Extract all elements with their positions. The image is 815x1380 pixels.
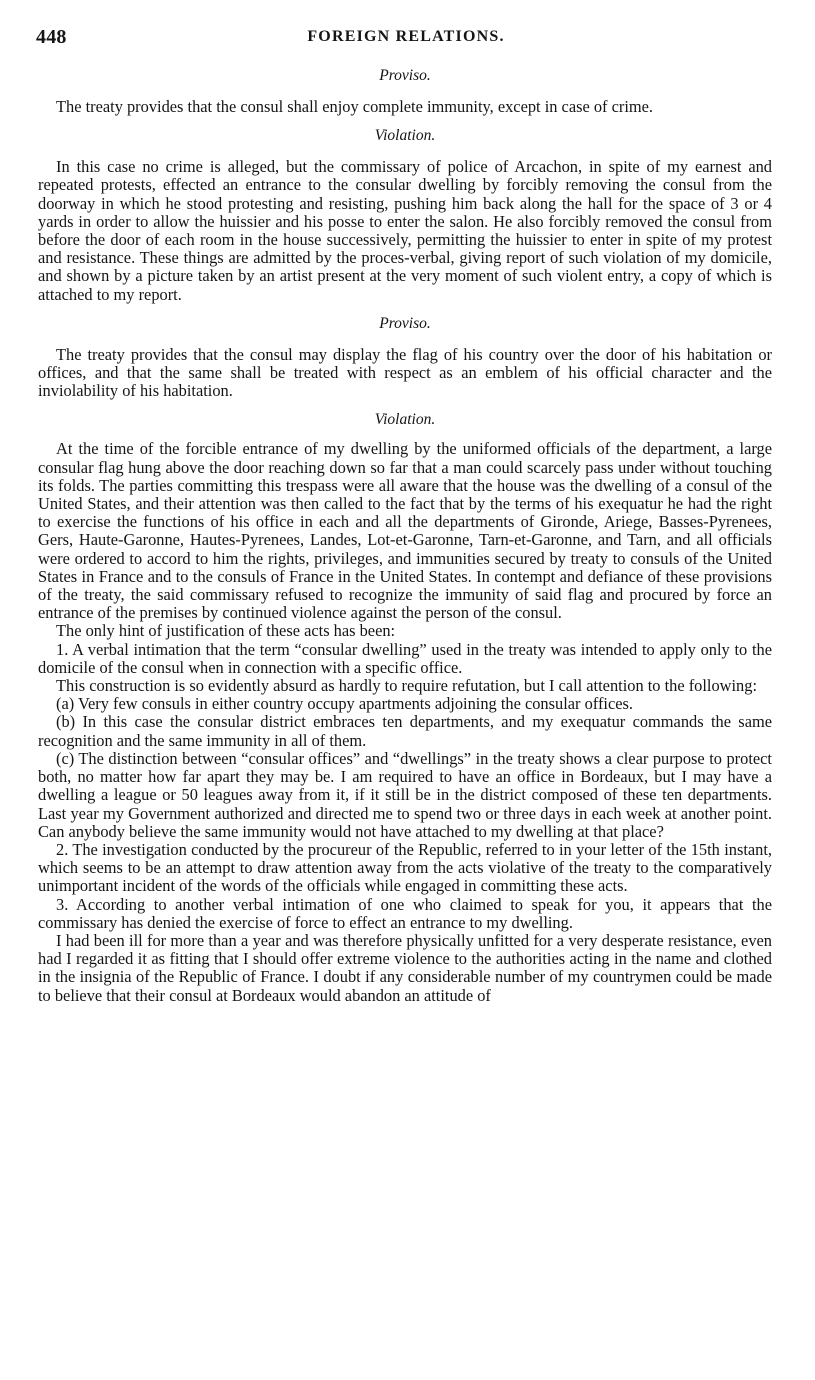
page-header [36, 26, 776, 54]
section-heading: Violation. [374, 127, 436, 145]
subpoint-a: (a) Very few consuls in either country occupy apartments adjoining the consular offices. [56, 694, 633, 714]
justification-item-2: 2. The investigation conducted by the procureur of the Republic, referred to in your letter of the 15th instant, which seems to be an attempt to draw attention away from the acts violative of the treaty to the comparatively unimportant incident of the words of the officials while engaged in committing these acts. [38, 839, 772, 896]
justification-item-3: 3. According to another verbal intimation of one who claimed to speak for you, it appears that the commissary has denied the exercise of force to effect an entrance to my dwelling. [38, 894, 772, 932]
closing-paragraph: I had been ill for more than a year and was therefore physically unfitted for a very desperate resistance, even had I regarded it as fitting that I should offer extreme violence to the authorities acting in the name and clothed in the insignia of the Republic of France. I doubt if any considerable number of my countrymen could be made to believe that their consul at Bordeaux would abandon an attitude of [38, 930, 772, 1005]
justification-intro: The only hint of justification of these acts has been: [56, 621, 396, 641]
violation-paragraph: At the time of the forcible entrance of my dwelling by the uniformed officials of the department, a large consular flag hung above the door reaching down so far that a man could scarcely pass under without touching its folds. The parties committing this trespass were all aware that the house was the dwelling of a consul of the United States, and their attention was then called to the fact that by the terms of his exequatur he had the right to exercise the functions of his office in each and all the departments of Gironde, Ariege, Basses-Pyrenees, Gers, Haute-Garonne, Hautes-Pyrenees, Landes, Lot-et-Garonne, Tarn-et-Garonne, and Tarn, and all officials were ordered to accord to him the rights, privileges, and immunities secured by treaty to consuls of the United States in France and to the consuls of France in the United States. In contempt and defiance of these provisions of the treaty, the said commissary refused to recognize the immunity of said flag and procured by force an entrance of the premises by continued violence against the person of the consul. [38, 439, 772, 623]
section-heading: Proviso. [379, 314, 431, 332]
section-heading: Proviso. [379, 67, 431, 84]
running-title: FOREIGN RELATIONS. [307, 28, 505, 45]
treaty-proviso-paragraph: The treaty provides that the consul may display the flag of his country over the door of his habitation or offices, and that the same shall be treated with respect as an emblem of his official character and the inviolability of his habitation. [38, 344, 772, 401]
page-number: 448 [36, 26, 67, 48]
subpoint-c: (c) The distinction between “consular offices” and “dwellings” in the treaty shows a clear purpose to protect both, no matter how far apart they may be. I am required to have an office in Bordeaux, but I may have a dwelling a league or 50 leagues away from it, if it still be in the district composed of these ten departments. Last year my Government authorized and directed me to spend two or three days in each week at another point. Can anybody believe the same immunity would not have attached to my dwelling at that place? [38, 748, 772, 841]
construction-comment: This construction is so evidently absurd as hardly to require refutation, but I call attention to the following: [56, 676, 757, 696]
document-body [38, 66, 772, 1005]
justification-item-1: 1. A verbal intimation that the term “consular dwelling” used in the treaty was intended to apply only to the domicile of the consul when in connection with a specific office. [38, 639, 772, 677]
violation-paragraph: In this case no crime is alleged, but the commissary of police of Arcachon, in spite of my earnest and repeated protests, effected an entrance to the consular dwelling by forcibly removing the consul from the doorway in which he stood protesting and resisting, pushing him back along the hall for the space of 3 or 4 yards in order to allow the huissier and his posse to enter the salon. He also forcibly removed the consul from before the door of each room in the house successively, permitting the huissier to enter in spite of my protest and resistance. These things are admitted by the proces-verbal, giving report of such violation of my domicile, and shown by a picture taken by an artist present at the very moment of such violent entry, a copy of which is attached to my report. [38, 157, 772, 304]
section-heading: Violation. [374, 411, 436, 429]
treaty-proviso-paragraph: The treaty provides that the consul shall enjoy complete immunity, except in case of crime. [56, 97, 654, 116]
subpoint-b: (b) In this case the consular district embraces ten departments, and my exequatur commands the same recognition and the same immunity in all of them. [38, 712, 772, 750]
